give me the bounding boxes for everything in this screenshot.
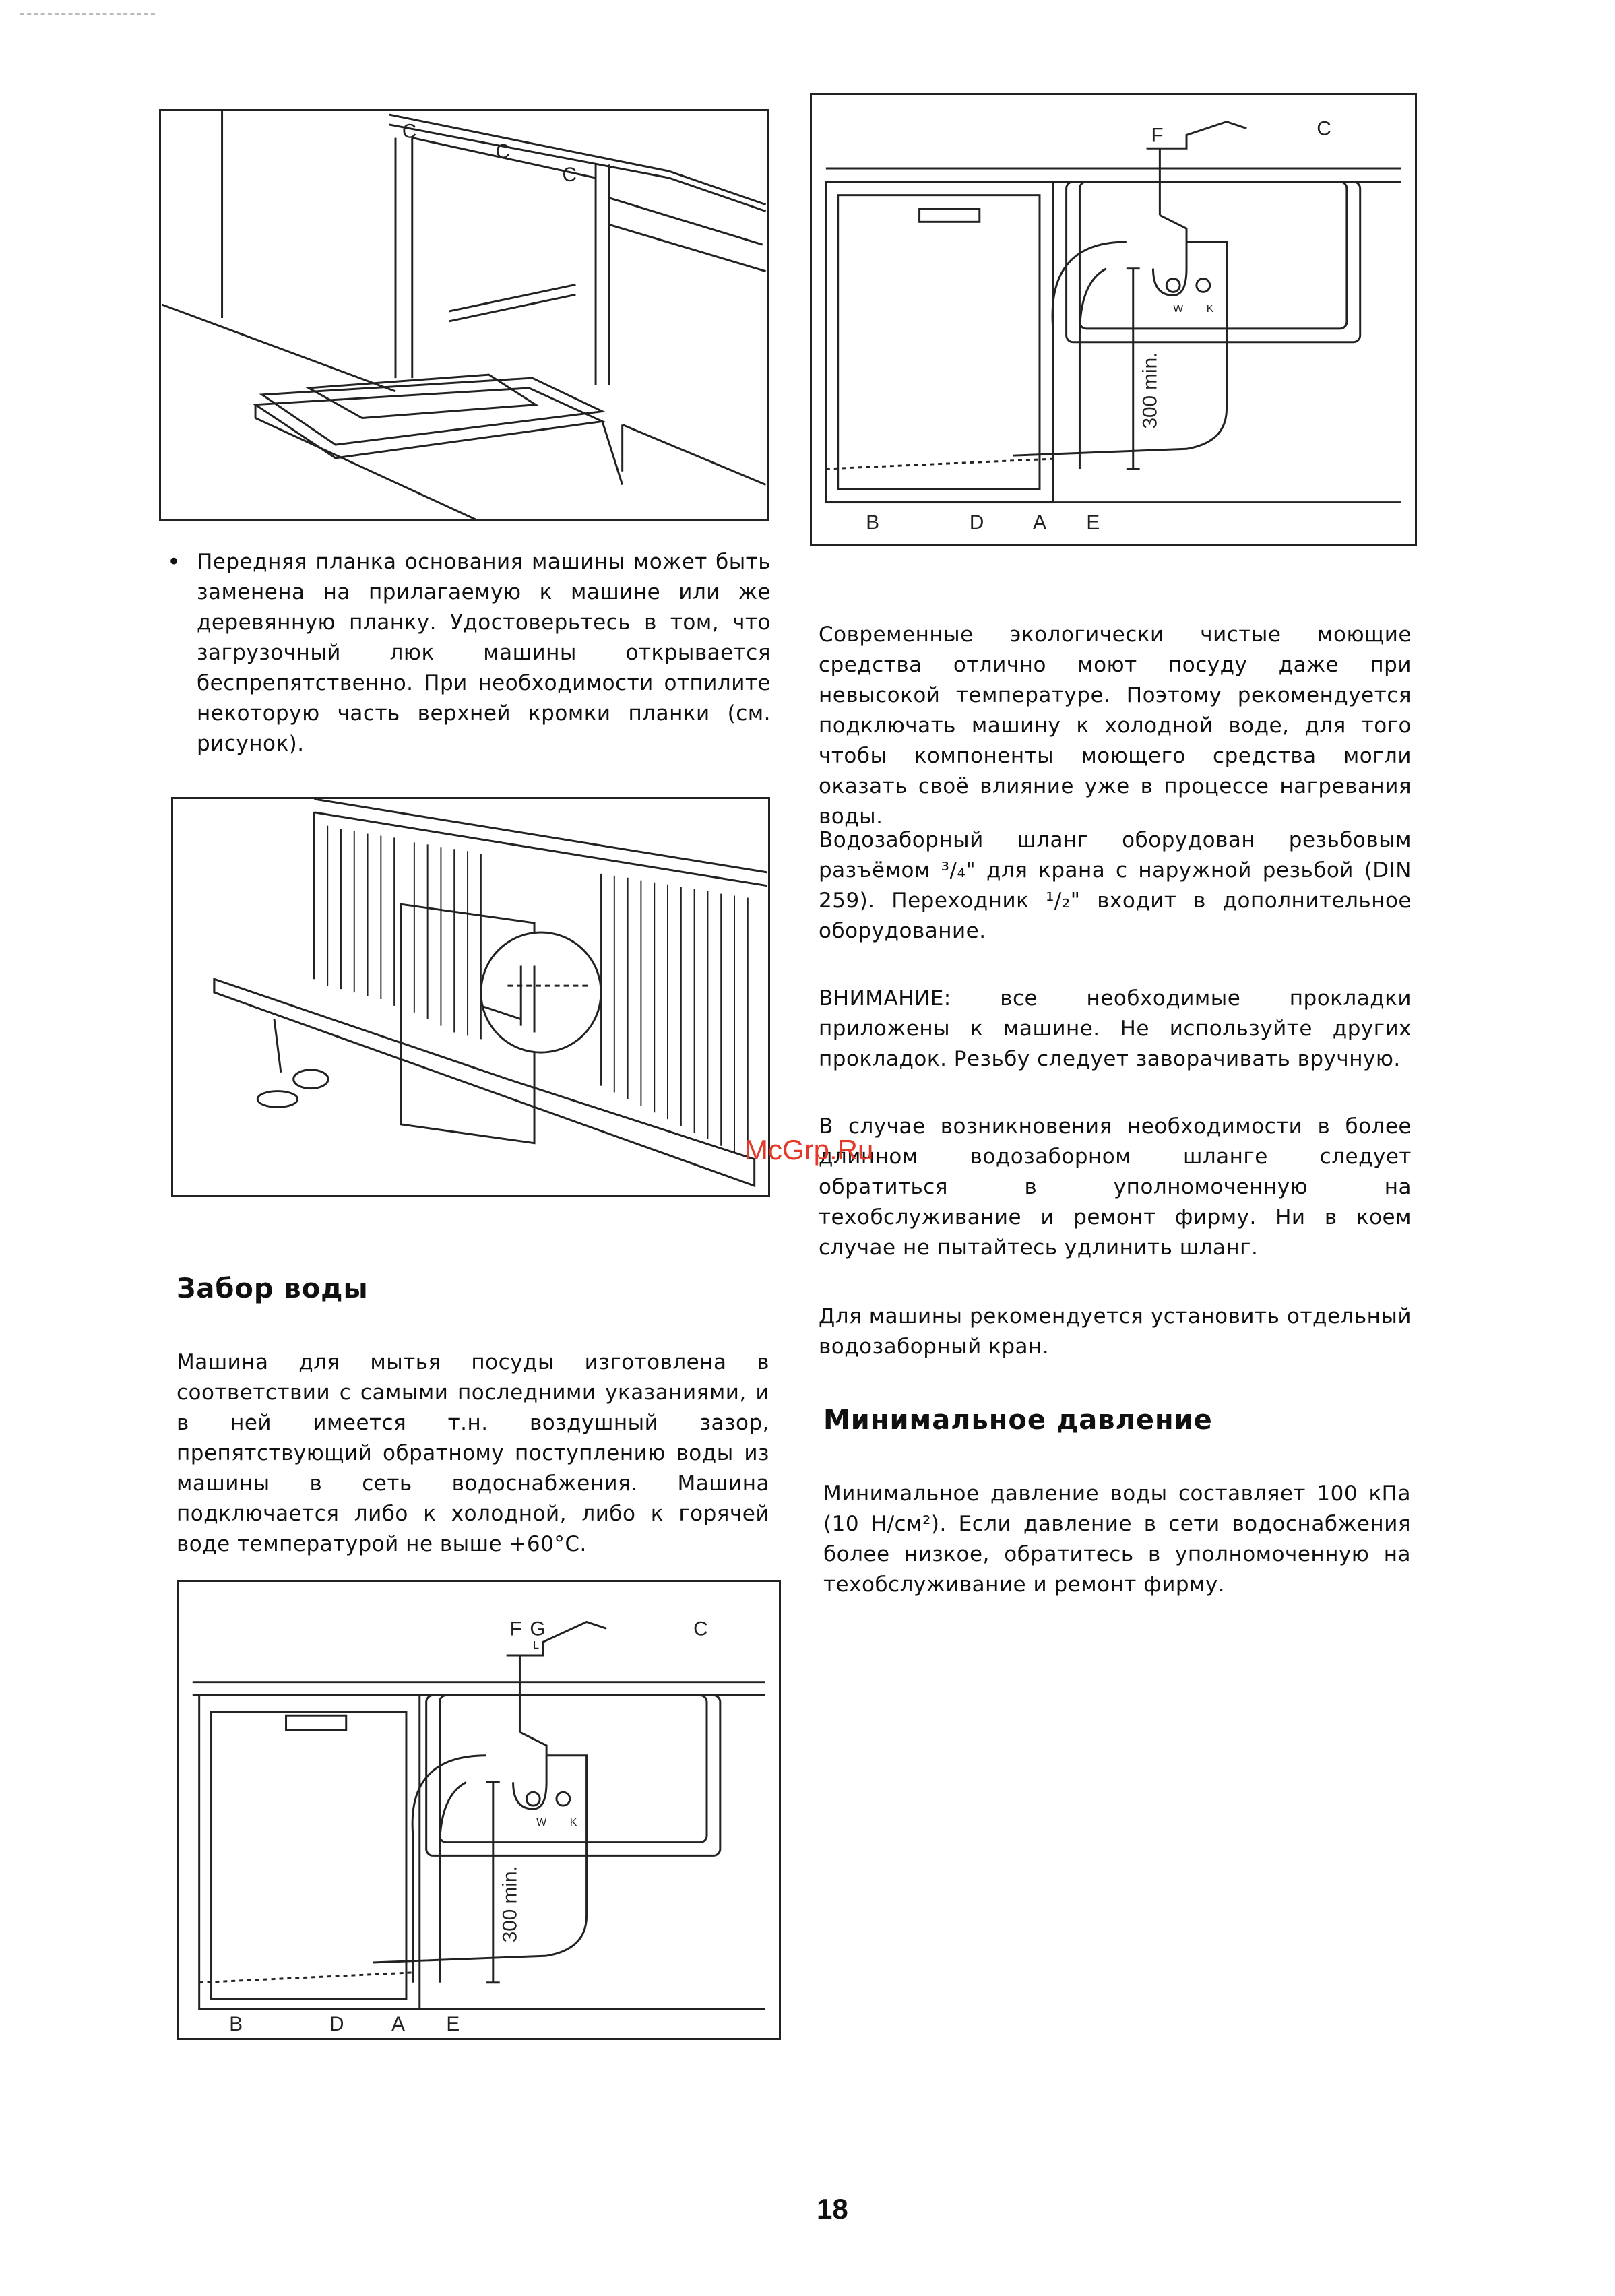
heading-water-intake: Забор воды <box>177 1273 369 1304</box>
label-w: W <box>1173 303 1184 315</box>
paragraph-detergents: Современные экологически чистые моющие средства отлично моют посуду даже при невысокой температуре. Поэтому рекомендуется подключать машину к холодной воде, для того чтобы компоненты моющего средства могли оказать своё влияние уже в процессе нагревания воды. <box>819 623 1412 829</box>
label-c: C <box>693 1618 708 1640</box>
paragraph-hose-thread: Водозаборный шланг оборудован резьбовым разъёмом ³/₄" для крана с наружной резьбой (DIN 259). Переходник ¹/₂" входит в дополнительное оборудование. <box>819 828 1412 943</box>
label-b: B <box>866 511 880 534</box>
label-c: C <box>1317 117 1331 140</box>
label-a: A <box>391 2013 405 2036</box>
page-number: 18 <box>817 2193 848 2225</box>
label-b: B <box>229 2013 243 2036</box>
label-k: K <box>1206 303 1214 315</box>
heading-min-pressure: Минимальное давление <box>823 1405 1213 1436</box>
label-l: L <box>533 1640 540 1652</box>
bullet-dot: • <box>167 548 181 575</box>
label-d: D <box>969 511 984 534</box>
label-d: D <box>329 2013 344 2036</box>
scan-artifact <box>20 13 155 19</box>
watermark: McGrp.Ru <box>745 1134 874 1166</box>
label-c1: C <box>402 120 417 143</box>
paragraph-water-intake: Машина для мытья посуды изготовлена в соответствии с самыми последними указаниями, и в ней имеется т.н. воздушный зазор, препятствующий обратному поступлению воды из машины в сеть водоснабжения. Машина подключается либо к холодной, либо к горячей воде температурой не выше +60°С. <box>177 1350 769 1556</box>
label-g: G <box>530 1618 546 1640</box>
figure-connection-top-right <box>810 93 1417 546</box>
paragraph-longer-hose: В случае возникновения необходимости в более длинном водозаборном шланге следует обратиться в уполномоченную на техобслуживание и ремонт фирму. Ни в коем случае не пытайтесь удлинить шланг. <box>819 1114 1412 1260</box>
label-w: W <box>536 1816 547 1828</box>
dimension-300: 300 min. <box>1139 352 1162 429</box>
figure-door-installation <box>159 109 769 521</box>
label-c2: C <box>495 140 510 163</box>
paragraph-separate-tap: Для машины рекомендуется установить отдельный водозаборный кран. <box>819 1304 1412 1359</box>
label-a: A <box>1033 511 1046 534</box>
paragraph-min-pressure: Минимальное давление воды составляет 100 кПа (10 Н/см²). Если давление в сети водоснабжения более низкое, обратитесь в уполномоченную на техобслуживание и ремонт фирму. <box>823 1481 1411 1597</box>
bullet-text: Передняя планка основания машины может быть заменена на прилагаемую к машине или же деревянную планку. Удостоверьтесь в том, что загрузочный люк машины открывается беспрепятственно. При необходимости отпилите некоторую часть верхней кромки планки (см. рисунок). <box>197 550 771 756</box>
figure-plinth-cutting <box>171 797 770 1197</box>
figure-connection-bottom-left <box>177 1580 781 2040</box>
label-c3: C <box>562 163 577 186</box>
paragraph-warning: ВНИМАНИЕ: все необходимые прокладки приложены к машине. Не используйте других прокладок. Резьбу следует заворачивать вручную. <box>819 986 1412 1071</box>
bullet-item-base-panel <box>167 547 771 759</box>
label-k: K <box>569 1816 577 1828</box>
label-e: E <box>1086 511 1100 534</box>
label-e: E <box>446 2013 460 2036</box>
label-f: F <box>509 1618 522 1640</box>
label-f: F <box>1151 124 1164 147</box>
dimension-300: 300 min. <box>499 1865 521 1943</box>
